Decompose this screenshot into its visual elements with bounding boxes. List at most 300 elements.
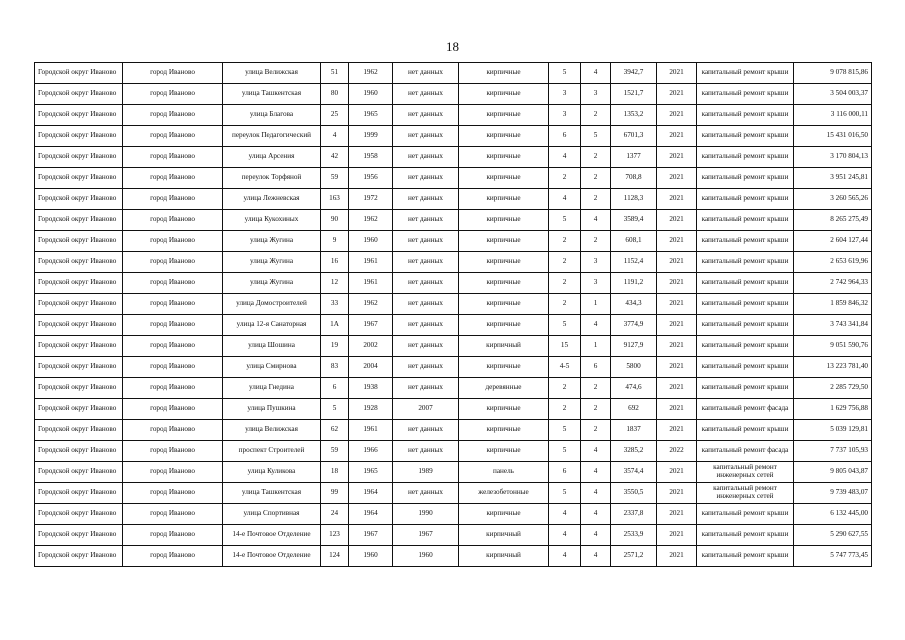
cell-wall-material: кирпичные (459, 273, 549, 294)
cell-floors: 5 (549, 315, 581, 336)
cell-area: 3550,5 (611, 483, 657, 504)
cell-house: 51 (321, 63, 349, 84)
cell-work-type: капитальный ремонт крыши (697, 525, 794, 546)
cell-work-type: капитальный ремонт инженерных сетей (697, 462, 794, 483)
table-body (35, 63, 872, 567)
cell-wall-material: панель (459, 462, 549, 483)
cell-floors: 2 (549, 168, 581, 189)
cell-settlement: город Иваново (123, 315, 223, 336)
cell-area: 3285,2 (611, 441, 657, 462)
table-row (35, 231, 872, 252)
cell-overhaul-year: нет данных (393, 63, 459, 84)
cell-plan-year: 2021 (657, 399, 697, 420)
table-row (35, 315, 872, 336)
cell-plan-year: 2021 (657, 84, 697, 105)
table-row (35, 483, 872, 504)
cell-overhaul-year: нет данных (393, 378, 459, 399)
cell-wall-material: кирпичные (459, 105, 549, 126)
cell-work-type: капитальный ремонт инженерных сетей (697, 483, 794, 504)
cell-cost: 7 737 105,93 (794, 441, 872, 462)
cell-municipality: Городской округ Иваново (35, 378, 123, 399)
cell-work-type: капитальный ремонт крыши (697, 63, 794, 84)
cell-work-type: капитальный ремонт крыши (697, 231, 794, 252)
cell-area: 3589,4 (611, 210, 657, 231)
cell-street: улица Пушкина (223, 399, 321, 420)
cell-cost: 5 747 773,45 (794, 546, 872, 567)
cell-overhaul-year: нет данных (393, 273, 459, 294)
cell-work-type: капитальный ремонт крыши (697, 315, 794, 336)
cell-street: улица Смирнова (223, 357, 321, 378)
cell-street: улица Шошина (223, 336, 321, 357)
cell-municipality: Городской округ Иваново (35, 420, 123, 441)
cell-municipality: Городской округ Иваново (35, 252, 123, 273)
cell-built-year: 1938 (349, 378, 393, 399)
cell-wall-material: деревянные (459, 378, 549, 399)
table-row (35, 336, 872, 357)
cell-house: 16 (321, 252, 349, 273)
table-row (35, 273, 872, 294)
cell-built-year: 1958 (349, 147, 393, 168)
cell-plan-year: 2021 (657, 63, 697, 84)
cell-street: улица Ташкентская (223, 84, 321, 105)
cell-work-type: капитальный ремонт фасада (697, 441, 794, 462)
cell-settlement: город Иваново (123, 462, 223, 483)
cell-settlement: город Иваново (123, 441, 223, 462)
cell-area: 608,1 (611, 231, 657, 252)
cell-work-type: капитальный ремонт крыши (697, 420, 794, 441)
cell-area: 9127,9 (611, 336, 657, 357)
cell-overhaul-year: 1960 (393, 546, 459, 567)
cell-settlement: город Иваново (123, 105, 223, 126)
cell-settlement: город Иваново (123, 483, 223, 504)
cell-plan-year: 2021 (657, 147, 697, 168)
cell-street: улица Ташкентская (223, 483, 321, 504)
cell-area: 434,3 (611, 294, 657, 315)
cell-cost: 6 132 445,00 (794, 504, 872, 525)
cell-overhaul-year: нет данных (393, 315, 459, 336)
table-row (35, 546, 872, 567)
cell-cost: 3 260 565,26 (794, 189, 872, 210)
page-number: 18 (446, 39, 459, 54)
cell-overhaul-year: нет данных (393, 189, 459, 210)
cell-overhaul-year: нет данных (393, 441, 459, 462)
cell-area: 474,6 (611, 378, 657, 399)
cell-settlement: город Иваново (123, 252, 223, 273)
table-row (35, 357, 872, 378)
cell-cost: 13 223 781,40 (794, 357, 872, 378)
cell-wall-material: кирпичные (459, 147, 549, 168)
cell-floors: 2 (549, 231, 581, 252)
cell-street: улица Домостроителей (223, 294, 321, 315)
cell-wall-material: кирпичные (459, 441, 549, 462)
cell-municipality: Городской округ Иваново (35, 315, 123, 336)
cell-settlement: город Иваново (123, 231, 223, 252)
table-row (35, 252, 872, 273)
cell-work-type: капитальный ремонт крыши (697, 273, 794, 294)
cell-plan-year: 2021 (657, 462, 697, 483)
cell-plan-year: 2021 (657, 357, 697, 378)
cell-cost: 9 051 590,76 (794, 336, 872, 357)
cell-built-year: 1960 (349, 231, 393, 252)
cell-built-year: 1964 (349, 504, 393, 525)
cell-area: 1152,4 (611, 252, 657, 273)
cell-house: 62 (321, 420, 349, 441)
cell-floors: 3 (549, 105, 581, 126)
cell-built-year: 1965 (349, 462, 393, 483)
cell-municipality: Городской округ Иваново (35, 84, 123, 105)
cell-municipality: Городской округ Иваново (35, 63, 123, 84)
cell-settlement: город Иваново (123, 525, 223, 546)
cell-cost: 9 078 815,86 (794, 63, 872, 84)
cell-work-type: капитальный ремонт крыши (697, 189, 794, 210)
cell-street: улица Спортивная (223, 504, 321, 525)
cell-cost: 5 039 129,81 (794, 420, 872, 441)
cell-settlement: город Иваново (123, 546, 223, 567)
cell-entrances: 2 (581, 399, 611, 420)
cell-work-type: капитальный ремонт крыши (697, 210, 794, 231)
cell-floors: 5 (549, 63, 581, 84)
cell-overhaul-year: нет данных (393, 105, 459, 126)
cell-work-type: капитальный ремонт крыши (697, 105, 794, 126)
cell-municipality: Городской округ Иваново (35, 357, 123, 378)
cell-wall-material: кирпичные (459, 84, 549, 105)
cell-municipality: Городской округ Иваново (35, 441, 123, 462)
cell-plan-year: 2021 (657, 126, 697, 147)
table-row (35, 126, 872, 147)
cell-work-type: капитальный ремонт крыши (697, 252, 794, 273)
cell-overhaul-year: нет данных (393, 294, 459, 315)
cell-area: 692 (611, 399, 657, 420)
cell-overhaul-year: нет данных (393, 483, 459, 504)
cell-cost: 5 290 627,55 (794, 525, 872, 546)
cell-street: улица Гнедина (223, 378, 321, 399)
cell-floors: 2 (549, 252, 581, 273)
cell-house: 59 (321, 168, 349, 189)
cell-plan-year: 2021 (657, 294, 697, 315)
cell-settlement: город Иваново (123, 336, 223, 357)
cell-cost: 2 285 729,50 (794, 378, 872, 399)
cell-overhaul-year: нет данных (393, 420, 459, 441)
cell-house: 99 (321, 483, 349, 504)
cell-house: 25 (321, 105, 349, 126)
cell-entrances: 3 (581, 273, 611, 294)
cell-house: 4 (321, 126, 349, 147)
cell-wall-material: кирпичные (459, 126, 549, 147)
cell-entrances: 3 (581, 252, 611, 273)
cell-plan-year: 2021 (657, 546, 697, 567)
cell-entrances: 2 (581, 168, 611, 189)
cell-house: 19 (321, 336, 349, 357)
cell-built-year: 1956 (349, 168, 393, 189)
cell-built-year: 1965 (349, 105, 393, 126)
cell-area: 5800 (611, 357, 657, 378)
cell-wall-material: кирпичные (459, 231, 549, 252)
cell-plan-year: 2021 (657, 378, 697, 399)
cell-built-year: 1928 (349, 399, 393, 420)
cell-work-type: капитальный ремонт крыши (697, 336, 794, 357)
cell-entrances: 2 (581, 231, 611, 252)
cell-entrances: 2 (581, 147, 611, 168)
cell-street: улица Кукохиных (223, 210, 321, 231)
cell-settlement: город Иваново (123, 63, 223, 84)
cell-plan-year: 2021 (657, 273, 697, 294)
cell-plan-year: 2021 (657, 210, 697, 231)
cell-built-year: 1999 (349, 126, 393, 147)
cell-municipality: Городской округ Иваново (35, 210, 123, 231)
cell-plan-year: 2021 (657, 420, 697, 441)
cell-municipality: Городской округ Иваново (35, 399, 123, 420)
cell-floors: 15 (549, 336, 581, 357)
cell-built-year: 1964 (349, 483, 393, 504)
cell-cost: 9 805 043,87 (794, 462, 872, 483)
cell-municipality: Городской округ Иваново (35, 336, 123, 357)
table-row (35, 63, 872, 84)
cell-plan-year: 2021 (657, 252, 697, 273)
cell-floors: 4 (549, 504, 581, 525)
cell-overhaul-year: нет данных (393, 147, 459, 168)
cell-wall-material: кирпичные (459, 294, 549, 315)
cell-house: 33 (321, 294, 349, 315)
cell-floors: 4 (549, 546, 581, 567)
cell-work-type: капитальный ремонт крыши (697, 168, 794, 189)
cell-house: 1А (321, 315, 349, 336)
cell-entrances: 2 (581, 105, 611, 126)
cell-work-type: капитальный ремонт крыши (697, 294, 794, 315)
cell-overhaul-year: 1989 (393, 462, 459, 483)
cell-work-type: капитальный ремонт фасада (697, 399, 794, 420)
cell-area: 1521,7 (611, 84, 657, 105)
cell-entrances: 5 (581, 126, 611, 147)
cell-entrances: 2 (581, 420, 611, 441)
cell-wall-material: кирпичные (459, 189, 549, 210)
cell-wall-material: кирпичный (459, 546, 549, 567)
cell-area: 1837 (611, 420, 657, 441)
cell-built-year: 1961 (349, 420, 393, 441)
cell-house: 163 (321, 189, 349, 210)
cell-area: 3942,7 (611, 63, 657, 84)
cell-wall-material: кирпичный (459, 525, 549, 546)
cell-cost: 2 653 619,96 (794, 252, 872, 273)
cell-entrances: 3 (581, 84, 611, 105)
cell-entrances: 2 (581, 378, 611, 399)
cell-house: 80 (321, 84, 349, 105)
cell-area: 708,8 (611, 168, 657, 189)
cell-floors: 6 (549, 126, 581, 147)
cell-floors: 3 (549, 84, 581, 105)
cell-municipality: Городской округ Иваново (35, 168, 123, 189)
cell-overhaul-year: 1990 (393, 504, 459, 525)
cell-wall-material: железобетонные (459, 483, 549, 504)
cell-work-type: капитальный ремонт крыши (697, 84, 794, 105)
cell-municipality: Городской округ Иваново (35, 273, 123, 294)
cell-area: 3774,9 (611, 315, 657, 336)
table-row (35, 462, 872, 483)
cell-built-year: 2002 (349, 336, 393, 357)
cell-floors: 2 (549, 294, 581, 315)
cell-overhaul-year: нет данных (393, 336, 459, 357)
cell-plan-year: 2021 (657, 525, 697, 546)
cell-street: улица Жугина (223, 273, 321, 294)
cell-floors: 4 (549, 189, 581, 210)
cell-cost: 2 742 964,33 (794, 273, 872, 294)
cell-floors: 2 (549, 399, 581, 420)
cell-wall-material: кирпичные (459, 357, 549, 378)
cell-cost: 3 170 804,13 (794, 147, 872, 168)
cell-municipality: Городской округ Иваново (35, 189, 123, 210)
cell-overhaul-year: нет данных (393, 357, 459, 378)
cell-cost: 8 265 275,49 (794, 210, 872, 231)
cell-wall-material: кирпичный (459, 336, 549, 357)
cell-overhaul-year: 1967 (393, 525, 459, 546)
cell-overhaul-year: нет данных (393, 168, 459, 189)
cell-house: 18 (321, 462, 349, 483)
cell-built-year: 1967 (349, 525, 393, 546)
cell-entrances: 6 (581, 357, 611, 378)
cell-settlement: город Иваново (123, 210, 223, 231)
cell-municipality: Городской округ Иваново (35, 504, 123, 525)
cell-house: 83 (321, 357, 349, 378)
cell-house: 24 (321, 504, 349, 525)
cell-area: 2571,2 (611, 546, 657, 567)
cell-built-year: 1960 (349, 84, 393, 105)
cell-house: 59 (321, 441, 349, 462)
table-row (35, 105, 872, 126)
table-row (35, 504, 872, 525)
cell-floors: 4 (549, 147, 581, 168)
cell-municipality: Городской округ Иваново (35, 126, 123, 147)
cell-wall-material: кирпичные (459, 252, 549, 273)
cell-plan-year: 2021 (657, 105, 697, 126)
table-row (35, 168, 872, 189)
cell-overhaul-year: нет данных (393, 231, 459, 252)
cell-floors: 4-5 (549, 357, 581, 378)
cell-entrances: 2 (581, 189, 611, 210)
cell-built-year: 1967 (349, 315, 393, 336)
table-row (35, 441, 872, 462)
cell-municipality: Городской округ Иваново (35, 231, 123, 252)
cell-entrances: 1 (581, 336, 611, 357)
cell-built-year: 1966 (349, 441, 393, 462)
cell-settlement: город Иваново (123, 126, 223, 147)
cell-street: улица Куликова (223, 462, 321, 483)
cell-street: проспект Строителей (223, 441, 321, 462)
cell-floors: 5 (549, 441, 581, 462)
cell-entrances: 4 (581, 210, 611, 231)
cell-street: улица Жугина (223, 252, 321, 273)
cell-built-year: 1962 (349, 294, 393, 315)
cell-plan-year: 2022 (657, 441, 697, 462)
cell-entrances: 4 (581, 441, 611, 462)
cell-settlement: город Иваново (123, 378, 223, 399)
cell-area: 1128,3 (611, 189, 657, 210)
cell-area: 2337,8 (611, 504, 657, 525)
cell-floors: 2 (549, 273, 581, 294)
cell-cost: 3 743 341,84 (794, 315, 872, 336)
cell-municipality: Городской округ Иваново (35, 147, 123, 168)
cell-settlement: город Иваново (123, 189, 223, 210)
cell-work-type: капитальный ремонт крыши (697, 126, 794, 147)
cell-built-year: 1961 (349, 252, 393, 273)
cell-cost: 2 604 127,44 (794, 231, 872, 252)
cell-entrances: 4 (581, 546, 611, 567)
cell-house: 90 (321, 210, 349, 231)
cell-settlement: город Иваново (123, 294, 223, 315)
cell-cost: 3 951 245,81 (794, 168, 872, 189)
table-row (35, 84, 872, 105)
cell-area: 1191,2 (611, 273, 657, 294)
cell-plan-year: 2021 (657, 168, 697, 189)
cell-street: улица Арсения (223, 147, 321, 168)
cell-wall-material: кирпичные (459, 420, 549, 441)
cell-plan-year: 2021 (657, 231, 697, 252)
cell-work-type: капитальный ремонт крыши (697, 147, 794, 168)
cell-work-type: капитальный ремонт крыши (697, 378, 794, 399)
cell-municipality: Городской округ Иваново (35, 462, 123, 483)
table-row (35, 399, 872, 420)
cell-floors: 2 (549, 378, 581, 399)
cell-floors: 5 (549, 420, 581, 441)
cell-entrances: 4 (581, 462, 611, 483)
cell-settlement: город Иваново (123, 420, 223, 441)
cell-municipality: Городской округ Иваново (35, 294, 123, 315)
cell-plan-year: 2021 (657, 315, 697, 336)
cell-house: 6 (321, 378, 349, 399)
cell-floors: 6 (549, 462, 581, 483)
cell-cost: 1 859 846,32 (794, 294, 872, 315)
cell-house: 42 (321, 147, 349, 168)
cell-wall-material: кирпичные (459, 504, 549, 525)
cell-work-type: капитальный ремонт крыши (697, 357, 794, 378)
table-row (35, 189, 872, 210)
cell-settlement: город Иваново (123, 399, 223, 420)
cell-house: 12 (321, 273, 349, 294)
cell-wall-material: кирпичные (459, 168, 549, 189)
table-row (35, 378, 872, 399)
cell-plan-year: 2021 (657, 504, 697, 525)
cell-overhaul-year: нет данных (393, 84, 459, 105)
cell-overhaul-year: нет данных (393, 252, 459, 273)
table-row (35, 294, 872, 315)
cell-floors: 4 (549, 525, 581, 546)
cell-area: 1353,2 (611, 105, 657, 126)
cell-street: улица Благова (223, 105, 321, 126)
cell-settlement: город Иваново (123, 273, 223, 294)
cell-cost: 3 504 003,37 (794, 84, 872, 105)
cell-entrances: 4 (581, 63, 611, 84)
cell-wall-material: кирпичные (459, 210, 549, 231)
cell-settlement: город Иваново (123, 504, 223, 525)
cell-entrances: 1 (581, 294, 611, 315)
table-row (35, 420, 872, 441)
cell-house: 124 (321, 546, 349, 567)
cell-street: 14-е Почтовое Отделение (223, 525, 321, 546)
cell-street: улица Лежневская (223, 189, 321, 210)
cell-wall-material: кирпичные (459, 399, 549, 420)
cell-built-year: 2004 (349, 357, 393, 378)
cell-work-type: капитальный ремонт крыши (697, 546, 794, 567)
cell-area: 6701,3 (611, 126, 657, 147)
housing-registry-table (34, 62, 872, 567)
cell-cost: 3 116 000,11 (794, 105, 872, 126)
table-row (35, 147, 872, 168)
cell-floors: 5 (549, 483, 581, 504)
cell-built-year: 1972 (349, 189, 393, 210)
cell-entrances: 4 (581, 525, 611, 546)
cell-entrances: 4 (581, 483, 611, 504)
cell-entrances: 4 (581, 504, 611, 525)
cell-plan-year: 2021 (657, 189, 697, 210)
cell-plan-year: 2021 (657, 483, 697, 504)
